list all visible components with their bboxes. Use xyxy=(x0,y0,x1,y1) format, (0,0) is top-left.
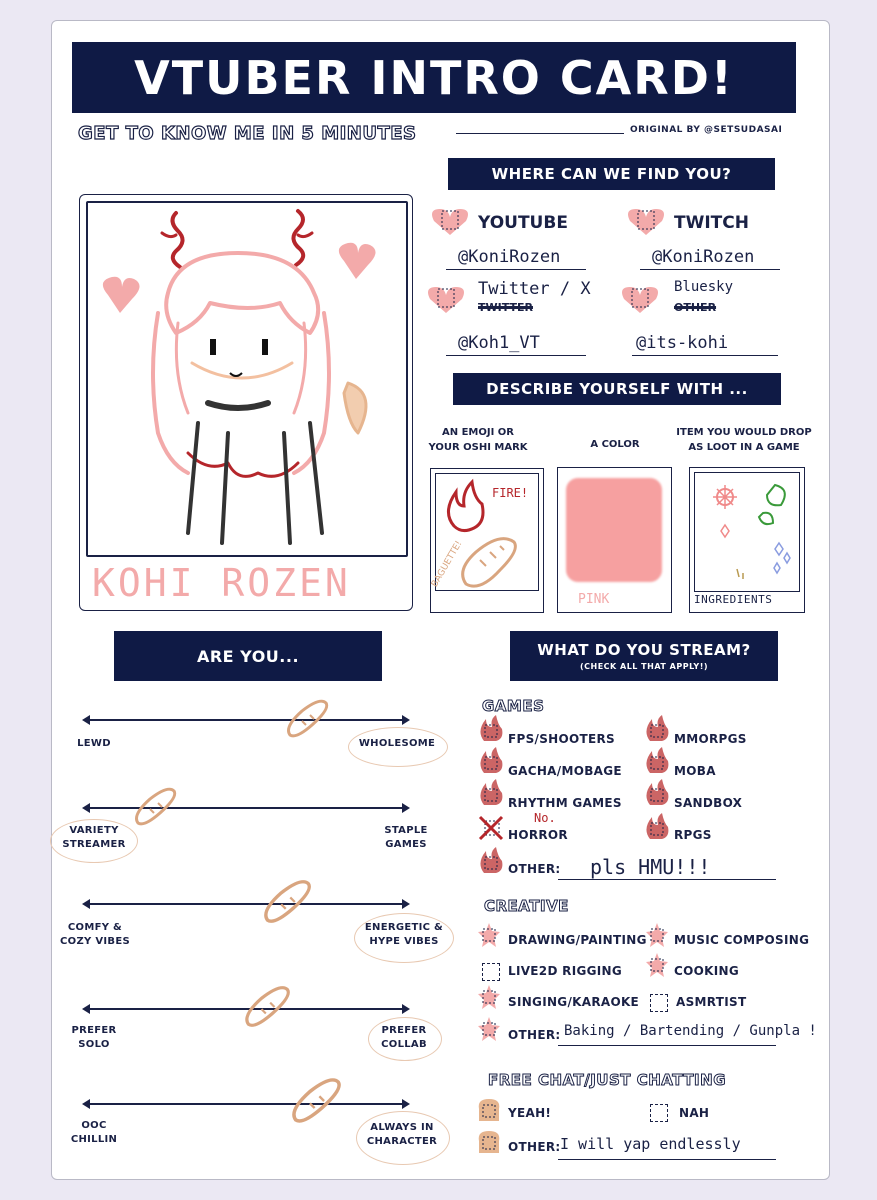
games-moba-label: MOBA xyxy=(674,764,716,778)
custom2-struck-label: OTHER xyxy=(674,301,717,314)
youtube-label: YOUTUBE xyxy=(478,213,568,233)
horror-note: No. xyxy=(534,811,556,825)
creative-asmr-label: ASMRTIST xyxy=(676,995,747,1009)
stream-subheading: (CHECK ALL THAT APPLY!) xyxy=(579,662,709,671)
find-heading: WHERE CAN WE FIND YOU? xyxy=(448,158,775,190)
scale-1-baguette-marker-icon xyxy=(284,697,332,741)
custom2-underline xyxy=(632,355,778,356)
scale-4-right-line-2: COLLAB xyxy=(381,1039,427,1050)
games-other-underline xyxy=(558,879,776,880)
scale-2-right-line-1: STAPLE xyxy=(384,825,428,836)
scale-2-left-label[interactable] xyxy=(52,824,136,852)
creative-other-underline xyxy=(558,1045,776,1046)
emoji-tile-inner xyxy=(430,473,539,591)
emoji-tile xyxy=(430,468,544,613)
scale-3-line xyxy=(88,903,406,905)
are-you-heading: ARE YOU... xyxy=(114,631,382,681)
loot-label-line-2: AS LOOT IN A GAME xyxy=(688,442,800,453)
chat-other-underline xyxy=(558,1159,776,1160)
games-fps-label: FPS/SHOOTERS xyxy=(508,732,615,746)
youtube-check-heart-icon xyxy=(430,207,470,237)
games-rhythm-label: RHYTHM GAMES xyxy=(508,796,622,810)
ingredients-drawing xyxy=(695,473,799,591)
chat-other-label: OTHER: xyxy=(508,1140,561,1154)
asmr-checkbox[interactable] xyxy=(650,994,668,1012)
bluesky-check-heart-icon xyxy=(620,285,660,315)
scale-5-left-line-2: CHILLIN xyxy=(70,1134,118,1145)
loot-tile-inner xyxy=(694,472,800,592)
loot-tile xyxy=(689,467,805,613)
scale-4-right-arrow xyxy=(402,1004,410,1014)
custom2-label: Bluesky xyxy=(674,279,734,295)
emoji-column-label xyxy=(420,425,536,455)
scale-2-right-arrow xyxy=(402,803,410,813)
creative-cooking-label: COOKING xyxy=(674,964,739,978)
scale-3-left-line-1: COMFY & xyxy=(67,922,123,933)
vtuber-name: KOHI ROZEN xyxy=(92,561,351,605)
scale-3-right-line-2: HYPE VIBES xyxy=(369,936,439,947)
cooking-check-star-icon[interactable] xyxy=(644,951,670,979)
games-rpg-label: RPGS xyxy=(674,828,712,842)
emoji-label-line-1: AN EMOJI OR xyxy=(442,427,514,438)
chat-yeah-label: YEAH! xyxy=(508,1106,552,1120)
moba-check-fire-icon[interactable] xyxy=(644,747,670,775)
games-other-check-fire-icon[interactable] xyxy=(478,847,504,875)
page-title: VTUBER INTRO CARD! xyxy=(72,42,796,113)
scale-1-line xyxy=(88,719,406,721)
color-caption: PINK xyxy=(578,592,610,607)
scale-2-baguette-marker-icon xyxy=(132,785,180,829)
scale-3-baguette-marker-icon xyxy=(260,877,316,927)
games-sandbox-label: SANDBOX xyxy=(674,796,743,810)
scale-1-right-label[interactable]: WHOLESOME xyxy=(358,738,436,749)
custom1-label: Twitter / X xyxy=(478,279,591,299)
stream-heading: WHAT DO YOU STREAM? xyxy=(537,641,751,659)
sandbox-check-fire-icon[interactable] xyxy=(644,779,670,807)
games-other-label: OTHER: xyxy=(508,862,561,876)
portrait-frame xyxy=(79,194,413,611)
page-subtitle: GET TO KNOW ME IN 5 MINUTES xyxy=(78,123,417,144)
scale-5-left-line-1: OOC xyxy=(81,1120,107,1131)
chat-nah-label: NAH xyxy=(679,1106,710,1120)
scale-1-right-arrow xyxy=(402,715,410,725)
twitch-check-heart-icon xyxy=(626,207,666,237)
twitter-check-heart-icon xyxy=(426,285,466,315)
twitch-underline xyxy=(640,269,780,270)
yeah-check-bread-icon[interactable] xyxy=(476,1095,502,1123)
color-tile xyxy=(557,467,672,613)
mmorpg-check-fire-icon[interactable] xyxy=(644,715,670,743)
rpg-check-fire-icon[interactable] xyxy=(644,813,670,841)
stream-heading-box xyxy=(510,631,778,681)
games-gacha-label: GACHA/MOBAGE xyxy=(508,764,622,778)
twitch-label: TWITCH xyxy=(674,213,749,233)
scale-4-left-label[interactable] xyxy=(62,1024,126,1052)
scale-4-left-line-1: PREFER xyxy=(71,1025,117,1036)
loot-label-line-1: ITEM YOU WOULD DROP xyxy=(676,427,812,438)
gacha-check-fire-icon[interactable] xyxy=(478,747,504,775)
nah-checkbox[interactable] xyxy=(650,1104,668,1122)
scale-3-right-label[interactable] xyxy=(356,921,452,949)
custom1-handle[interactable]: @Koh1_VT xyxy=(458,333,540,353)
scale-5-right-label[interactable] xyxy=(356,1121,448,1149)
games-title: GAMES xyxy=(482,697,545,715)
scale-2-left-line-2: STREAMER xyxy=(62,839,126,850)
fps-check-fire-icon[interactable] xyxy=(478,715,504,743)
games-horror-label: HORROR xyxy=(508,828,568,842)
custom2-handle[interactable]: @its-kohi xyxy=(636,333,729,353)
scale-4-left-line-2: SOLO xyxy=(78,1039,110,1050)
chat-title: FREE CHAT/JUST CHATTING xyxy=(488,1071,727,1089)
scale-4-right-line-1: PREFER xyxy=(381,1025,427,1036)
scale-3-left-label[interactable] xyxy=(52,921,138,949)
live2d-checkbox[interactable] xyxy=(482,963,500,981)
loot-caption: INGREDIENTS xyxy=(694,593,773,606)
twitch-handle[interactable]: @KoniRozen xyxy=(652,247,755,267)
scale-4-right-label[interactable] xyxy=(368,1024,440,1052)
scale-2-left-line-1: VARIETY xyxy=(69,825,119,836)
youtube-handle[interactable]: @KoniRozen xyxy=(458,247,561,267)
custom1-struck-label: TWITTER xyxy=(478,301,533,314)
youtube-underline xyxy=(446,269,586,270)
creative-title: CREATIVE xyxy=(484,897,569,915)
subtitle-divider xyxy=(456,133,624,134)
portrait-drawing-area xyxy=(86,201,408,557)
scale-3-right-arrow xyxy=(402,899,410,909)
scale-5-left-label[interactable] xyxy=(64,1119,124,1147)
chat-other-value[interactable]: I will yap endlessly xyxy=(560,1135,741,1153)
creative-music-label: MUSIC COMPOSING xyxy=(674,933,810,947)
creative-other-value[interactable]: Baking / Bartending / Gunpla ! xyxy=(564,1023,817,1039)
games-other-value[interactable]: pls HMU!!! xyxy=(590,855,711,879)
horror-cross-mark-icon[interactable] xyxy=(478,813,504,841)
scale-2-right-label[interactable] xyxy=(368,824,444,852)
color-tile-inner xyxy=(562,472,665,588)
emoji-label-line-2: YOUR OSHI MARK xyxy=(428,442,528,453)
drawing-check-star-icon[interactable] xyxy=(476,921,502,949)
creative-drawing-label: DRAWING/PAINTING xyxy=(508,933,647,947)
scale-4-baguette-marker-icon xyxy=(242,983,294,1031)
character-drawing xyxy=(88,203,406,555)
creative-singing-label: SINGING/KARAOKE xyxy=(508,995,640,1009)
scale-5-baguette-marker-icon xyxy=(288,1075,346,1127)
scale-5-line xyxy=(88,1103,406,1105)
loot-column-label xyxy=(668,425,820,455)
scale-3-right-line-1: ENERGETIC & xyxy=(364,922,444,933)
creative-other-check-star-icon[interactable] xyxy=(476,1015,502,1043)
color-column-label: A COLOR xyxy=(590,439,640,450)
rhythm-check-fire-icon[interactable] xyxy=(478,779,504,807)
scale-1-left-label: LEWD xyxy=(77,738,111,749)
custom1-underline xyxy=(446,355,586,356)
music-check-star-icon[interactable] xyxy=(644,921,670,949)
creative-live2d-label: LIVE2D RIGGING xyxy=(508,964,623,978)
describe-heading: DESCRIBE YOURSELF WITH ... xyxy=(453,373,781,405)
creative-other-label: OTHER: xyxy=(508,1028,561,1042)
credit-text: ORIGINAL BY @SETSUDASAI xyxy=(630,125,783,135)
scale-2-right-line-2: GAMES xyxy=(385,839,427,850)
games-mmorpg-label: MMORPGS xyxy=(674,732,747,746)
scale-5-right-line-2: CHARACTER xyxy=(366,1136,438,1147)
singing-check-star-icon[interactable] xyxy=(476,983,502,1011)
intro-card xyxy=(51,20,830,1180)
scale-5-right-arrow xyxy=(402,1099,410,1109)
scale-5-right-line-1: ALWAYS IN xyxy=(370,1122,434,1133)
emoji-baguette-text: BAGUETTE! xyxy=(430,539,465,589)
emoji-fire-text: FIRE! xyxy=(492,486,529,500)
color-swatch xyxy=(566,478,662,582)
scale-3-left-line-2: COZY VIBES xyxy=(60,936,130,947)
chat-other-check-bread-icon[interactable] xyxy=(476,1127,502,1155)
